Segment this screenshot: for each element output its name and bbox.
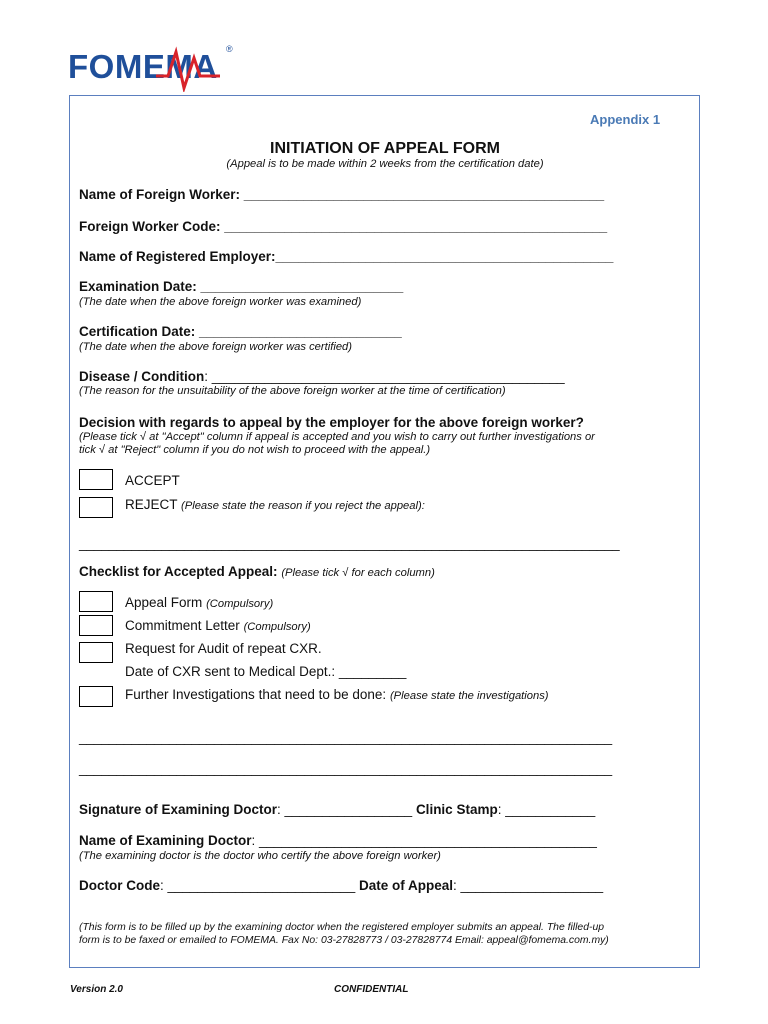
reject-reason-line[interactable]: ________________________________________________________________________ <box>79 536 620 551</box>
foreign-worker-name-field[interactable]: Name of Foreign Worker: ________________________________________________ <box>79 187 605 202</box>
checklist-item-note: (Compulsory) <box>243 621 311 633</box>
checklist-item-label: Request for Audit of repeat CXR. <box>125 641 322 656</box>
checklist-item <box>125 595 273 610</box>
further-investigations-label: Further Investigations that need to be done: <box>125 687 387 702</box>
disease-note: (The reason for the unsuitability of the above foreign worker at the time of certification) <box>79 385 506 397</box>
date-of-appeal-label: Date of Appeal <box>358 878 453 893</box>
clinic-stamp-field[interactable]: : ____________ <box>497 802 596 817</box>
appeal-form-checkbox[interactable] <box>79 591 113 612</box>
foreign-worker-code-field[interactable]: Foreign Worker Code: ___________________________________________________ <box>79 219 608 234</box>
signature-field[interactable]: : _________________ <box>277 802 413 817</box>
reject-checkbox[interactable] <box>79 497 113 518</box>
form-subtitle: (Appeal is to be made within 2 weeks from the certification date) <box>226 158 544 170</box>
disease-line: : _______________________________________________ <box>204 369 565 384</box>
fomema-logo <box>68 44 238 92</box>
checklist-heading-row <box>79 564 435 579</box>
investigations-line-2[interactable]: _______________________________________________________________________ <box>79 761 613 776</box>
examination-date-field[interactable]: Examination Date: ___________________________ <box>79 279 404 294</box>
date-of-appeal-field[interactable]: : ___________________ <box>452 878 604 893</box>
checklist-item-label: Commitment Letter <box>125 618 240 633</box>
checklist-item <box>125 618 311 633</box>
registered-mark: ® <box>226 44 233 54</box>
certification-date-note: (The date when the above foreign worker was certified) <box>79 341 352 353</box>
logo-text: FOMEMA <box>68 48 218 85</box>
further-investigations-row <box>125 687 549 702</box>
further-investigations-checkbox[interactable] <box>79 686 113 707</box>
footer-note-line1: (This form is to be filled up by the examining doctor when the registered employer submits an appeal. The filled-up <box>79 922 604 933</box>
accept-label: ACCEPT <box>125 473 180 488</box>
footer-note-line2: form is to be faxed or emailed to FOMEMA. Fax No: 03-27828773 / 03-27828774 Email: appeal@fomema.com.my) <box>79 935 609 946</box>
checklist-heading-note: (Please tick √ for each column) <box>281 567 435 579</box>
doctor-code-row <box>79 878 603 893</box>
commitment-letter-checkbox[interactable] <box>79 615 113 636</box>
reject-note: (Please state the reason if you reject the appeal): <box>181 500 425 512</box>
signature-row <box>79 802 595 817</box>
checklist-heading: Checklist for Accepted Appeal: <box>79 564 278 579</box>
disease-label: Disease / Condition <box>79 369 205 384</box>
employer-name-field[interactable]: Name of Registered Employer:_____________________________________________ <box>79 249 614 264</box>
doctor-code-label: Doctor Code <box>79 878 160 893</box>
signature-label: Signature of Examining Doctor <box>79 802 278 817</box>
decision-note-line1: (Please tick √ at "Accept" column if appeal is accepted and you wish to carry out further investigations or <box>79 431 595 443</box>
doctor-name-row <box>79 833 597 848</box>
cxr-date-field[interactable]: Date of CXR sent to Medical Dept.: _________ <box>125 664 407 679</box>
confidential-label: CONFIDENTIAL <box>334 984 409 995</box>
appendix-label: Appendix 1 <box>590 112 661 127</box>
checklist-item-label: Appeal Form <box>125 595 203 610</box>
checklist-item-note: (Compulsory) <box>206 598 274 610</box>
further-investigations-note: (Please state the investigations) <box>389 690 549 702</box>
clinic-stamp-label: Clinic Stamp <box>415 802 498 817</box>
doctor-name-field[interactable]: : _____________________________________________ <box>251 833 597 848</box>
decision-note-line2: tick √ at "Reject" column if you do not wish to proceed with the appeal.) <box>79 444 431 456</box>
reject-row <box>125 497 425 512</box>
investigations-line-1[interactable]: _______________________________________________________________________ <box>79 730 613 745</box>
form-title: INITIATION OF APPEAL FORM <box>270 140 500 157</box>
examination-date-note: (The date when the above foreign worker was examined) <box>79 296 362 308</box>
doctor-name-note: (The examining doctor is the doctor who certify the above foreign worker) <box>79 850 441 862</box>
heartbeat-logo-icon <box>154 46 224 92</box>
doctor-code-field[interactable]: : _________________________ <box>160 878 356 893</box>
accept-checkbox[interactable] <box>79 469 113 490</box>
doctor-name-label: Name of Examining Doctor <box>79 833 252 848</box>
version-label: Version 2.0 <box>70 984 123 995</box>
decision-heading: Decision with regards to appeal by the employer for the above foreign worker? <box>79 415 584 430</box>
reject-label: REJECT <box>125 497 178 512</box>
certification-date-field[interactable]: Certification Date: ___________________________ <box>79 324 402 339</box>
audit-cxr-checkbox[interactable] <box>79 642 113 663</box>
disease-condition-field[interactable] <box>79 369 565 384</box>
